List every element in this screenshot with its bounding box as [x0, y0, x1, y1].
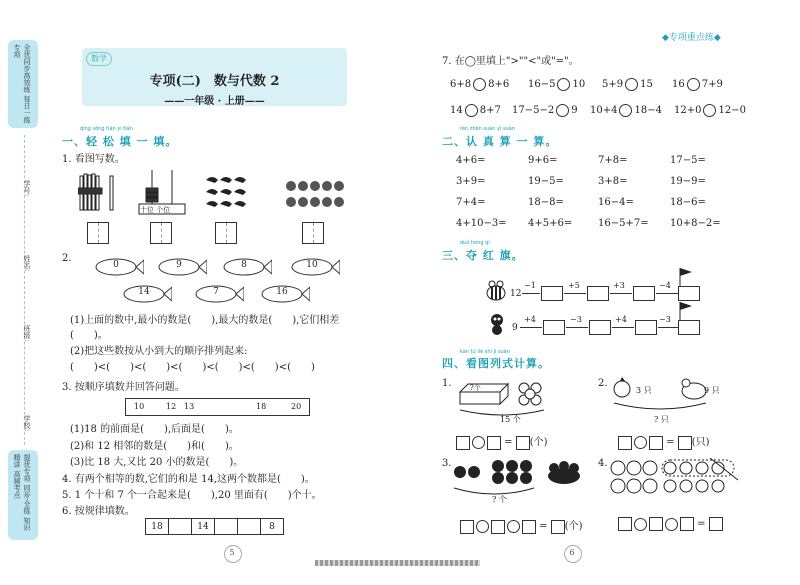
field-school: 学校:: [23, 415, 31, 432]
section-4-heading: 四、看图列式计算。: [442, 357, 550, 370]
race2-box[interactable]: [543, 320, 565, 335]
calc-item: 4+5+6=: [528, 218, 573, 229]
calc-item: 3+8=: [598, 176, 628, 187]
seq-cell[interactable]: [169, 519, 192, 535]
arrow-icon: [564, 293, 586, 294]
section-3-heading: 三、夺 红 旗。: [442, 249, 524, 262]
abacus-labels: 十位 个位: [140, 206, 171, 214]
ruler-number: 12: [166, 402, 177, 411]
answer-box[interactable]: [649, 517, 663, 531]
ruler-number: 18: [256, 402, 267, 411]
section-2-heading: 二、认 真 算 一 算。: [442, 135, 558, 148]
race1-box[interactable]: [678, 286, 700, 301]
p2-equation: = (只): [618, 433, 710, 450]
calc-item: 18−8=: [528, 197, 564, 208]
compare-item: 10+4 18−4: [590, 105, 662, 116]
side-tag-bottom: 提优专项 同步·全练 知识精讲 高频考点: [8, 450, 38, 540]
compare-item: 16−5 10: [528, 79, 586, 90]
calc-item: 19−9=: [670, 176, 706, 187]
seq-cell: 14: [192, 519, 215, 535]
answer-box[interactable]: [618, 517, 632, 531]
fish: [192, 284, 244, 304]
compare-circle[interactable]: [625, 78, 638, 91]
red-flag-icon: [676, 300, 696, 320]
page-subtitle: ——一年级 · 上册——: [164, 96, 265, 107]
compare-circle[interactable]: [619, 104, 632, 117]
bananas-icon: [202, 172, 250, 214]
p4-equation: =: [618, 517, 723, 531]
race2-op: −3: [570, 315, 582, 324]
answer-box[interactable]: [516, 436, 530, 450]
p1-number: 1.: [442, 378, 452, 389]
calc-item: 7+8=: [598, 155, 628, 166]
field-student-id: 学号:: [23, 180, 31, 197]
compare-item: 16 7+9: [672, 79, 723, 90]
calc-item: 17−5=: [670, 155, 706, 166]
p4-smileys-picture: [610, 458, 740, 508]
race2-op: +4: [524, 315, 536, 324]
p2-q: ? 只: [654, 415, 669, 424]
q1-text: 1. 看图写数。: [62, 154, 125, 165]
header-tag: ◆专项重点练◆: [662, 33, 721, 43]
p3-apples-picture: [452, 458, 582, 506]
p3-number: 3.: [442, 458, 452, 469]
seq-cell[interactable]: [215, 519, 238, 535]
ant-icon: [486, 312, 508, 336]
section-1-heading: 一、轻 松 填 一 填。: [62, 135, 178, 148]
answer-box[interactable]: [491, 520, 505, 534]
operator-circle[interactable]: [665, 518, 678, 531]
calc-item: 18−6=: [670, 197, 706, 208]
strawberries-icon: [285, 178, 345, 214]
footer-strip: [315, 560, 480, 566]
q2-line3: ( )<( )<( )<( )<( )<( )<( ): [70, 362, 315, 373]
q2-line1b: ( )。: [70, 330, 108, 341]
operator-circle[interactable]: [634, 436, 647, 449]
q7-text: 7. 在◯里填上">""<"或"="。: [442, 56, 579, 67]
compare-item: 5+9 15: [602, 79, 653, 90]
answer-box[interactable]: [678, 436, 692, 450]
answer-box[interactable]: [460, 520, 474, 534]
operator-circle[interactable]: [507, 520, 520, 533]
seq-cell: 8: [261, 519, 284, 535]
fish: [155, 257, 207, 277]
calc-item: 16−4=: [598, 197, 634, 208]
q1-answer-box-4[interactable]: [302, 222, 324, 244]
compare-circle[interactable]: [465, 104, 478, 117]
fish-number: 14: [138, 287, 150, 297]
fish-number: 9: [176, 260, 182, 270]
fish-number: 16: [276, 287, 288, 297]
calc-item: 3+9=: [456, 176, 486, 187]
answer-box[interactable]: [522, 520, 536, 534]
race1-op: −1: [524, 281, 536, 290]
arrow-icon: [520, 327, 542, 328]
race1-box[interactable]: [587, 286, 609, 301]
race1-op: −4: [659, 281, 671, 290]
answer-box[interactable]: [649, 436, 663, 450]
operator-circle[interactable]: [472, 436, 485, 449]
page-number: 5: [222, 543, 242, 563]
answer-box[interactable]: [551, 520, 565, 534]
race1-op: +3: [613, 281, 625, 290]
fish: [220, 257, 272, 277]
p1-equation: = (个): [456, 433, 548, 450]
fish-number: 7: [213, 287, 219, 297]
compare-item: 17−5−2 9: [512, 105, 578, 116]
red-flag-icon: [676, 266, 696, 286]
q2-line2: (2)把这些数按从小到大的顺序排列起来:: [70, 346, 248, 357]
number-ruler: [125, 398, 310, 416]
fish-number: 0: [113, 260, 119, 270]
arrow-icon: [610, 293, 632, 294]
bundle-sticks-icon: [78, 172, 123, 214]
race2-op: +4: [615, 315, 627, 324]
q3-a: (1)18 的前面是( ),后面是( )。: [70, 424, 239, 435]
answer-box[interactable]: [618, 436, 632, 450]
race1-box[interactable]: [633, 286, 655, 301]
fish: [258, 284, 310, 304]
sec3-pinyin: duó hóng qí: [460, 240, 490, 246]
q3-text: 3. 按顺序填数并回答问题。: [62, 382, 185, 393]
race2-op: −3: [659, 315, 671, 324]
calc-item: 4+10−3=: [456, 218, 507, 229]
arrow-icon: [658, 327, 678, 328]
seq-cell[interactable]: [238, 519, 261, 535]
compare-item: 6+8 8+6: [450, 79, 510, 90]
calc-item: 10+8−2=: [670, 218, 721, 229]
compare-item: 12+0 12−0: [674, 105, 746, 116]
p3-q: ? 个: [492, 495, 507, 504]
arrow-icon: [566, 327, 588, 328]
arrow-icon: [612, 327, 634, 328]
compare-circle[interactable]: [557, 78, 570, 91]
q6-text: 6. 按规律填数。: [62, 506, 135, 517]
race2-box[interactable]: [635, 320, 657, 335]
field-name: 姓名:: [23, 255, 31, 272]
calc-item: 7+4=: [456, 197, 486, 208]
p1-total: 15 个: [500, 415, 521, 424]
q3-b: (2)和 12 相邻的数是( )和( )。: [70, 441, 239, 452]
race2-start: 9: [512, 323, 518, 333]
answer-box[interactable]: [456, 436, 470, 450]
race1-op: +5: [568, 281, 580, 290]
subject-badge: 数学: [86, 52, 112, 66]
arrow-icon: [522, 293, 540, 294]
race2-box[interactable]: [589, 320, 611, 335]
q2-number: 2.: [62, 253, 72, 264]
arrow-icon: [656, 293, 678, 294]
ruler-number: 13: [184, 402, 195, 411]
ruler-number: 10: [134, 402, 145, 411]
fish-number: 8: [241, 260, 247, 270]
sec4-pinyin: kàn tú liè shì jì suàn: [460, 349, 510, 355]
p3-equation: = (个): [460, 517, 583, 534]
calc-item: 19−5=: [528, 176, 564, 187]
sequence-table: [145, 518, 284, 535]
q1-answer-box-3[interactable]: [215, 222, 237, 244]
calc-item: 16−5+7=: [598, 218, 649, 229]
q2-line1: (1)上面的数中,最小的数是( ),最大的数是( ),它们相差: [70, 315, 340, 326]
p1-box-label: ?个: [470, 384, 481, 392]
sec2-pinyin: rèn zhēn suàn yi suàn: [460, 126, 515, 132]
race1-box[interactable]: [541, 286, 563, 301]
fish: [288, 257, 340, 277]
fish: [92, 257, 144, 277]
p4-number: 4.: [598, 458, 608, 469]
sec1-pinyin: qīng sōng tián yi tián: [80, 126, 133, 132]
p2-left: 3 只: [636, 386, 652, 395]
calc-item: 9+6=: [528, 155, 558, 166]
q4-text: 4. 有两个相等的数,它们的和是 14,这两个数都是( )。: [62, 474, 315, 485]
compare-circle[interactable]: [687, 78, 700, 91]
p2-number: 2.: [598, 378, 608, 389]
q5-text: 5. 1 个十和 7 个一合起来是( ),20 里面有( )个十。: [62, 490, 322, 501]
answer-box[interactable]: [709, 517, 723, 531]
q3-c: (3)比 18 大,又比 20 小的数是( )。: [70, 457, 244, 468]
right-page: [400, 0, 800, 585]
q1-answer-box-2[interactable]: [150, 222, 172, 244]
compare-item: 14 8+7: [450, 105, 501, 116]
side-strip: [8, 40, 38, 540]
compare-circle[interactable]: [473, 78, 486, 91]
compare-circle[interactable]: [703, 104, 716, 117]
race2-box[interactable]: [678, 320, 700, 335]
page-title: 专项(二) 数与代数 2: [149, 74, 280, 89]
compare-circle[interactable]: [556, 104, 569, 117]
field-class: 班级:: [23, 325, 31, 342]
fish-number: 10: [306, 260, 318, 270]
p2-right: 9 只: [704, 386, 720, 395]
race1-start: 12: [510, 289, 522, 299]
operator-circle[interactable]: [634, 518, 647, 531]
calc-item: 4+6=: [456, 155, 486, 166]
side-tag-top: 全优同步高效练 每日一练 专项: [8, 40, 38, 128]
answer-box[interactable]: [487, 436, 501, 450]
q1-answer-box-1[interactable]: [87, 222, 109, 244]
answer-box[interactable]: [680, 517, 694, 531]
ruler-number: 20: [291, 402, 302, 411]
fish: [120, 284, 172, 304]
operator-circle[interactable]: [476, 520, 489, 533]
bee-icon: [484, 280, 508, 304]
seq-cell: 18: [146, 519, 169, 535]
page-number: 6: [562, 543, 582, 563]
